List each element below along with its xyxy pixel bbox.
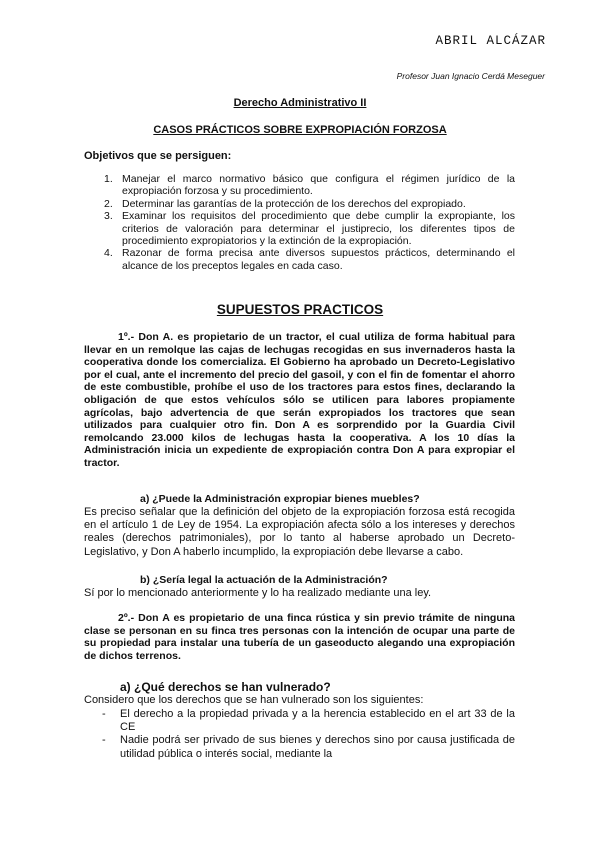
author-name: ABRIL ALCÁZAR (435, 34, 546, 48)
objective-item (104, 198, 515, 210)
section-title: SUPUESTOS PRACTICOS (216, 302, 384, 317)
objectives-heading: Objetivos que se persiguen: (84, 150, 232, 162)
list-item (84, 734, 515, 760)
objective-number: 1. (104, 173, 113, 185)
objective-number: 2. (104, 197, 113, 210)
objective-number: 4. (104, 247, 113, 260)
dash-bullet: - (102, 734, 106, 747)
case1-statement (84, 331, 515, 470)
case2-rights-list (84, 708, 515, 761)
case1-question-b: b) ¿Sería legal la actuación de la Administración? (140, 574, 388, 586)
objective-number: 3. (104, 210, 113, 223)
objective-text: Manejar el marco normativo básico que configura el régimen jurídico de la expropiación forzosa y su procedimiento. (122, 173, 515, 198)
case1-answer-a: Es preciso señalar que la definición del objeto de la expropiación forzosa está recogida en el artículo 1 de Ley de 1954. La expropiación afecta sólo a los intereses y derechos reales (derechos patrimoniales), por lo tanto al haberse aprobado un Decreto-Legislativo, y Don A haberlo incumplido, la expropiación debe llevarse a cabo. (84, 506, 515, 558)
document-title: CASOS PRÁCTICOS SOBRE EXPROPIACIÓN FORZOSA (153, 124, 447, 136)
objective-text: Determinar las garantías de la protección de los derechos del expropiado. (122, 197, 466, 210)
case1-answer-b: Sí por lo mencionado anteriormente y lo ha realizado mediante una ley. (84, 587, 432, 599)
objective-item (104, 173, 515, 198)
objective-text: Examinar los requisitos del procedimiento que debe cumplir la expropiante, los criterios de valoración para determinar el justiprecio, los diferentes tipos de procedimiento expropiatorios y la extinción de la expropiación. (122, 210, 515, 248)
case1-text: 1º.- Don A. es propietario de un tractor, el cual utiliza de forma habitual para llevar en un remolque las cajas de lechugas recogidas en sus invernaderos hasta la cooperativa donde los comercializa. El Gobierno ha aprobado un Decreto-Legislativo por el cual, ante el incremento del precio del gasoil, y con el fin de fomentar el ahorro de este combustible, prohíbe el uso de los tractores para estos fines, declarando la obligación de que estos vehículos sólo se utilicen para labores propiamente agrícolas, bajo advertencia de que serán expropiados los tractores que sean utilizados para cualquier otro fin. Don A es sorprendido por la Guardia Civil remolcando 23.000 kilos de lechugas hasta la cooperativa. A los 10 días la Administración inicia un expediente de expropiación contra Don A para expropiar el tractor. (84, 331, 515, 469)
objectives-list (104, 173, 515, 272)
dash-bullet: - (102, 708, 106, 720)
case2-statement (84, 612, 515, 662)
objective-item (104, 247, 515, 272)
case2-intro: Considero que los derechos que se han vulnerado son los siguientes: (84, 694, 424, 706)
list-item-text: Nadie podrá ser privado de sus bienes y derechos sino por causa justificada de utilidad pública o interés social, mediante la (120, 734, 515, 760)
list-item-text: El derecho a la propiedad privada y a la herencia establecido en el art 33 de la CE (120, 708, 515, 734)
list-item (84, 708, 515, 734)
course-title: Derecho Administrativo II (233, 97, 367, 109)
objective-item (104, 210, 515, 247)
case1-question-a: a) ¿Puede la Administración expropiar bienes muebles? (140, 493, 420, 505)
objective-text: Razonar de forma precisa ante diversos supuestos prácticos, determinando el alcance de los preceptos legales en cada caso. (122, 247, 515, 272)
case2-question-a: a) ¿Qué derechos se han vulnerado? (120, 680, 331, 694)
case2-text: 2º.- Don A es propietario de una finca rústica y sin previo trámite de ninguna clase se personan en su finca tres personas con la intención de ocupar una parte de su propiedad para instalar una tubería de un gaseoducto alegando una expropiación de dichos terrenos. (84, 612, 515, 662)
professor-name: Profesor Juan Ignacio Cerdá Meseguer (396, 71, 545, 81)
